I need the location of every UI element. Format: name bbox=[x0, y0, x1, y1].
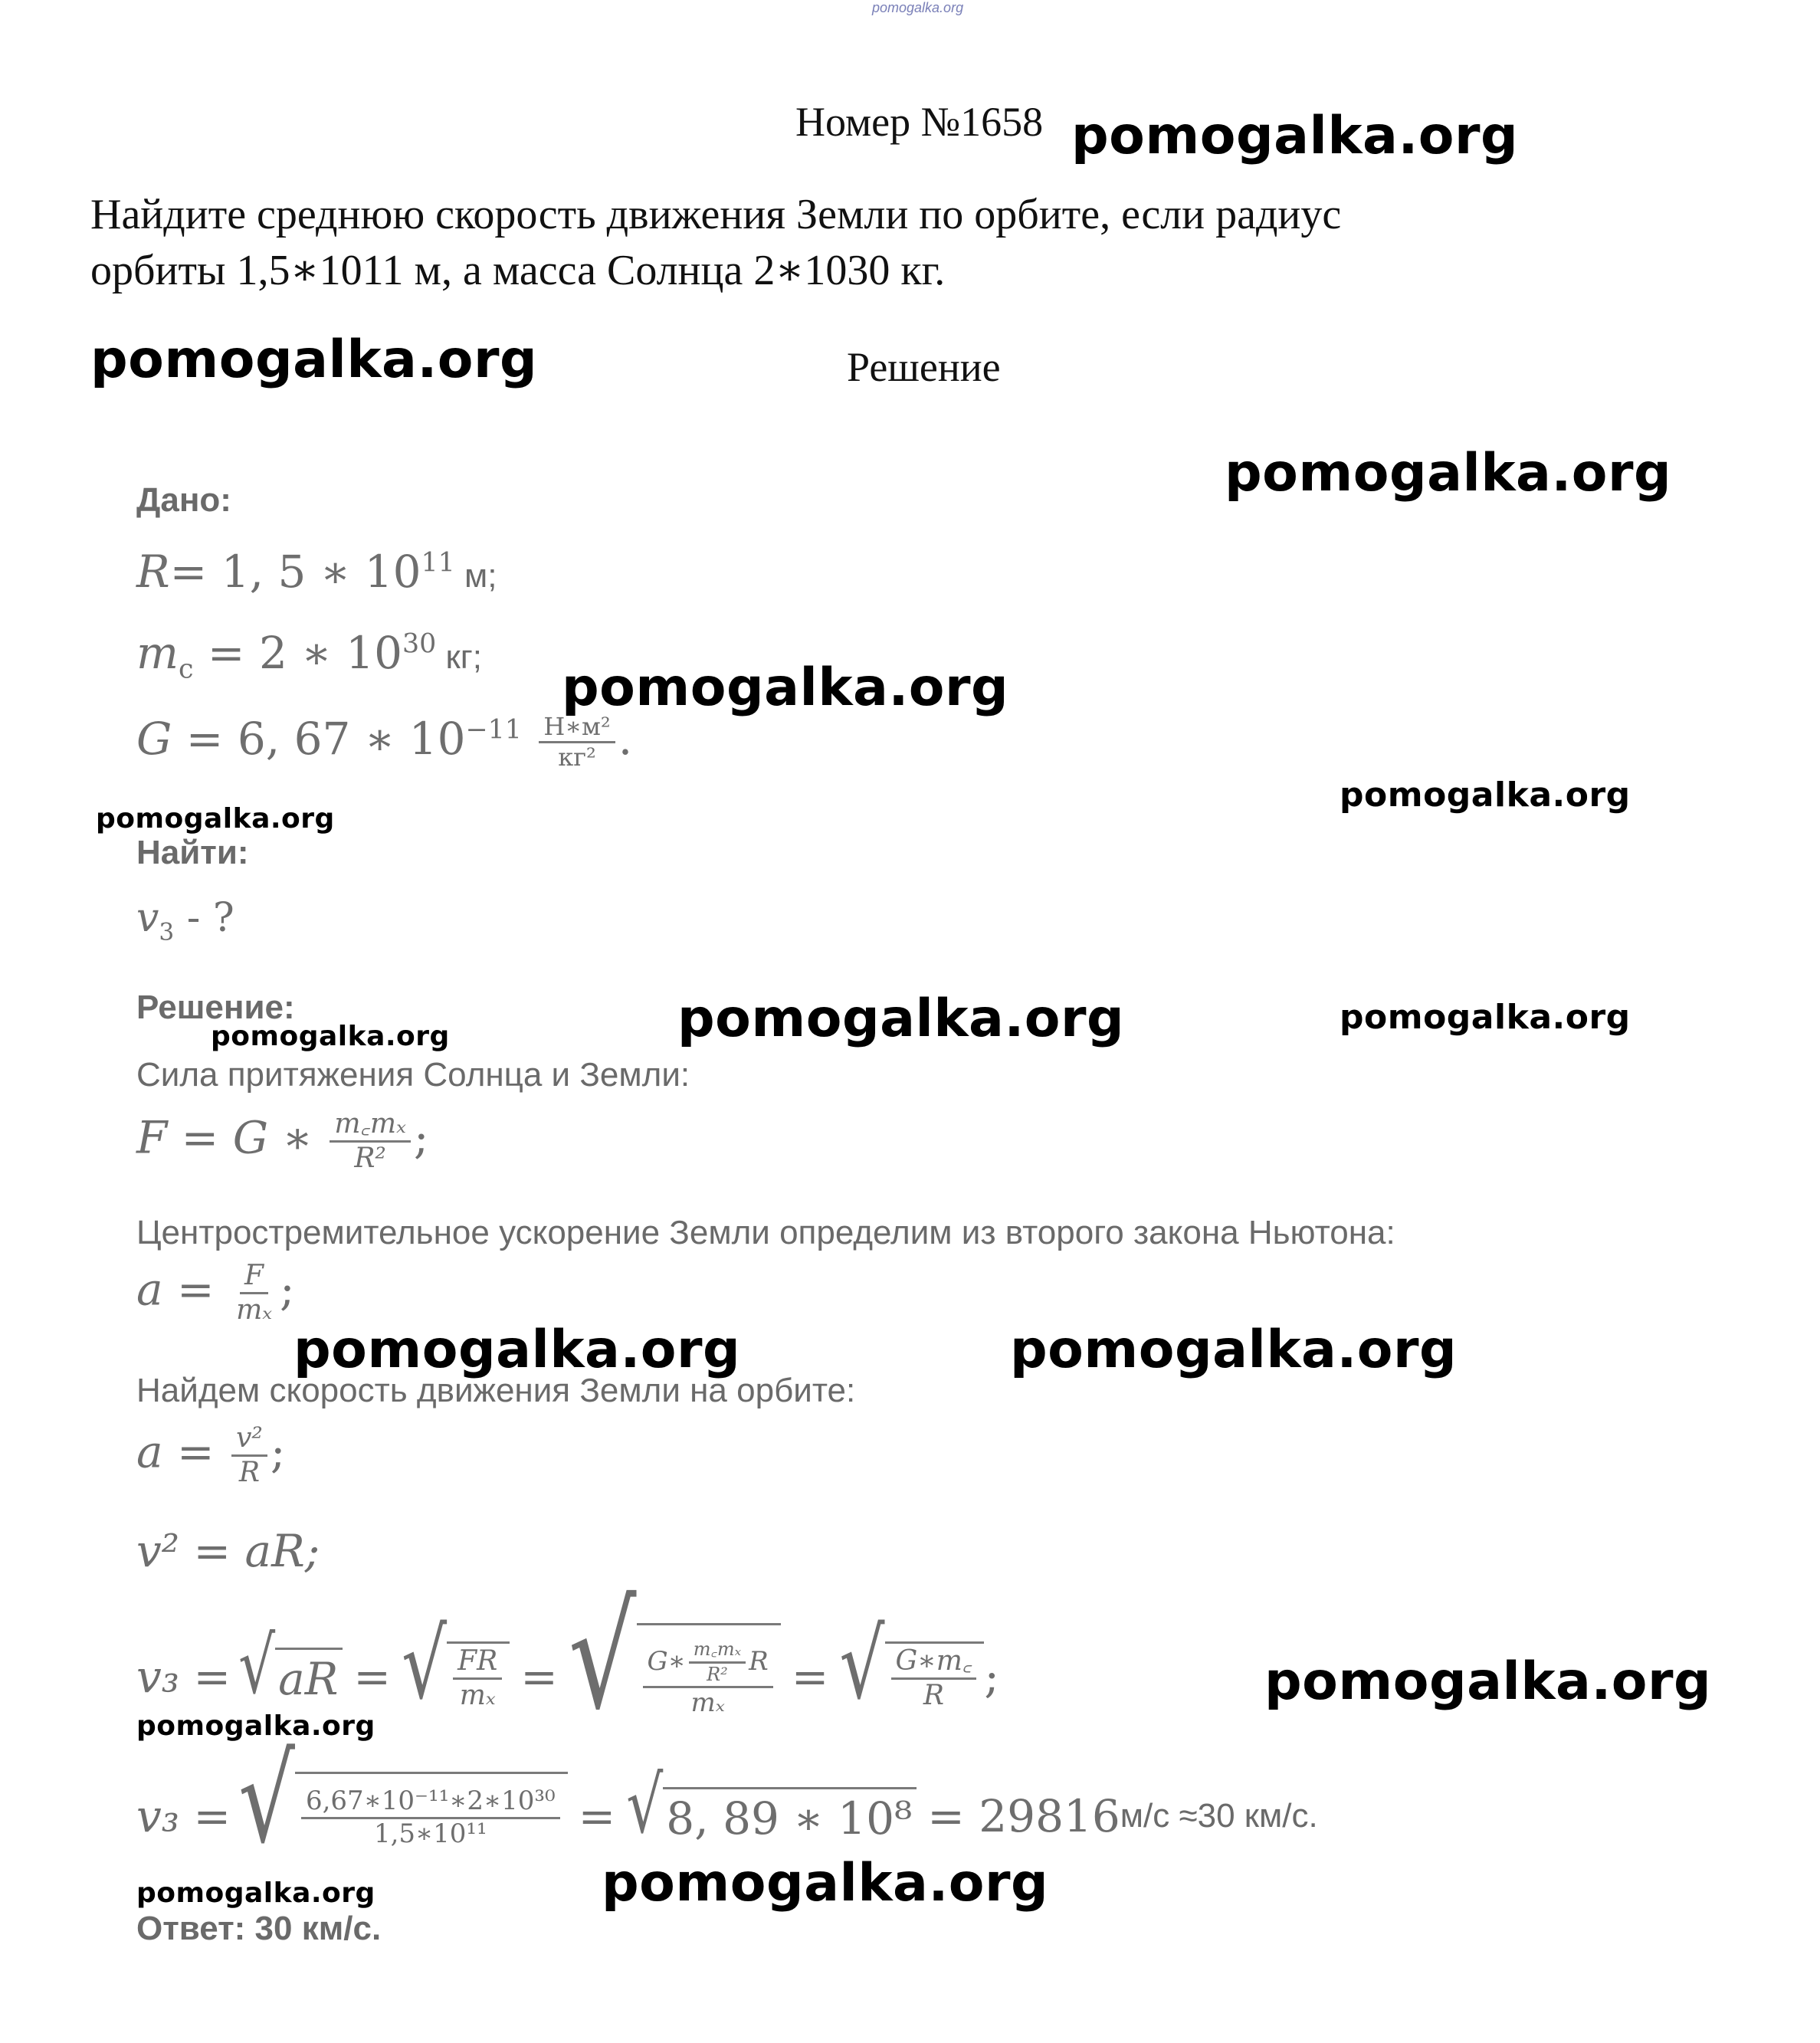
watermark-7: pomogalka.org bbox=[677, 989, 1125, 1049]
v3-lhs: v₃ = bbox=[136, 1651, 231, 1703]
find-label: Найти: bbox=[136, 834, 249, 871]
calc-unit: м/с ≈30 км/с. bbox=[1120, 1797, 1318, 1835]
sqrt-sign-icon: √ bbox=[238, 1730, 295, 1871]
mass-symbol: m bbox=[136, 627, 179, 679]
nested-fraction bbox=[643, 1640, 773, 1717]
nested-numerator bbox=[643, 1640, 773, 1687]
eq-3: = bbox=[791, 1651, 829, 1703]
sqrt-sign-icon: √ bbox=[401, 1608, 448, 1720]
sqrt-sign-icon: √ bbox=[238, 1620, 276, 1712]
calc-lhs: v₃ = bbox=[136, 1790, 231, 1842]
sqrt-sign-icon: √ bbox=[626, 1759, 664, 1851]
velocity-squared-formula bbox=[136, 1525, 320, 1577]
calc-denominator: 1,5∗10¹¹ bbox=[373, 1818, 487, 1849]
v3-end: ; bbox=[984, 1651, 999, 1703]
given-sun-mass bbox=[136, 627, 482, 685]
radius-symbol: R bbox=[136, 546, 170, 598]
gm-numerator: G∗m꜀ bbox=[891, 1647, 977, 1680]
sqrt-sign-icon: √ bbox=[568, 1573, 637, 1742]
problem-text-line-1: Найдите среднюю скорость движения Земли по орбите, если радиус bbox=[90, 191, 1342, 238]
inner-numerator: m꜀mₓ bbox=[689, 1640, 746, 1663]
watermark-10: pomogalka.org bbox=[293, 1320, 741, 1380]
fr-fraction bbox=[453, 1647, 502, 1710]
fr-numerator: FR bbox=[453, 1647, 502, 1680]
watermark-5: pomogalka.org bbox=[1340, 776, 1631, 815]
problem-text-line-2: орбиты 1,5∗1011 м, а масса Солнца 2∗1030 кг. bbox=[90, 247, 946, 294]
solution-text-2: Центростремительное ускорение Земли определим из второго закона Ньютона: bbox=[136, 1214, 1395, 1251]
eq-4: = bbox=[578, 1790, 616, 1842]
sqrt-sign-icon: √ bbox=[839, 1608, 885, 1720]
find-rest: - ? bbox=[174, 895, 234, 941]
watermark-12: pomogalka.org bbox=[1264, 1651, 1712, 1712]
solution-label: Решение: bbox=[136, 989, 295, 1026]
sqrt-ar-body: aR bbox=[278, 1652, 339, 1705]
g-exponent: −11 bbox=[465, 714, 522, 746]
fr-denominator: mₓ bbox=[459, 1679, 496, 1711]
acc2-denominator: R bbox=[238, 1456, 260, 1488]
acc2-lhs: a = bbox=[136, 1425, 215, 1478]
watermark-14: pomogalka.org bbox=[136, 1877, 375, 1909]
watermark-9: pomogalka.org bbox=[211, 1021, 450, 1052]
calc-fraction bbox=[301, 1788, 560, 1848]
given-label: Дано: bbox=[136, 481, 231, 519]
mass-subscript: c bbox=[179, 654, 194, 685]
watermark-8: pomogalka.org bbox=[1340, 998, 1631, 1037]
force-denominator: R² bbox=[354, 1142, 386, 1174]
g-unit-fraction bbox=[539, 711, 615, 772]
force-numerator: m꜀mₓ bbox=[330, 1110, 411, 1143]
acc1-fraction bbox=[231, 1261, 277, 1325]
solution-text-1: Сила притяжения Солнца и Земли: bbox=[136, 1056, 690, 1094]
acceleration-formula-1 bbox=[136, 1261, 295, 1325]
g-unit-numerator: Н∗м² bbox=[539, 714, 615, 744]
problem-number-title: Номер №1658 bbox=[795, 99, 1044, 145]
force-lhs: F = G ∗ bbox=[136, 1111, 313, 1164]
acc1-end: ; bbox=[279, 1263, 295, 1316]
radius-exponent: 11 bbox=[421, 547, 455, 579]
watermark-6: pomogalka.org bbox=[96, 803, 335, 835]
watermark-2: pomogalka.org bbox=[90, 330, 538, 390]
acc1-numerator: F bbox=[240, 1261, 268, 1294]
gm-denominator: R bbox=[923, 1679, 944, 1711]
force-end: ; bbox=[413, 1111, 429, 1164]
sqrt-nested bbox=[568, 1573, 781, 1742]
sqrt-ar bbox=[238, 1620, 343, 1712]
watermark-3: pomogalka.org bbox=[1225, 443, 1672, 503]
force-formula bbox=[136, 1110, 428, 1173]
section-title: Решение bbox=[847, 344, 1001, 390]
nested-denominator: mₓ bbox=[690, 1687, 725, 1718]
sqrt-fr bbox=[401, 1608, 510, 1720]
solution-text-3: Найдем скорость движения Земли на орбите: bbox=[136, 1372, 856, 1409]
g-end: . bbox=[618, 713, 633, 765]
find-variable: v bbox=[136, 895, 159, 941]
find-expression bbox=[136, 895, 234, 946]
nested-num-b: R bbox=[749, 1646, 769, 1677]
calc-result: = 29816 bbox=[927, 1790, 1120, 1842]
velocity-squared-text: v² = aR; bbox=[136, 1525, 320, 1577]
g-symbol: G bbox=[136, 713, 172, 765]
gm-fraction bbox=[891, 1647, 977, 1710]
acc1-denominator: mₓ bbox=[236, 1294, 272, 1326]
top-watermark: pomogalka.org bbox=[872, 0, 964, 15]
eq-2: = bbox=[520, 1651, 558, 1703]
acc1-lhs: a = bbox=[136, 1263, 215, 1316]
acc2-numerator: v² bbox=[231, 1424, 267, 1457]
mass-unit: кг; bbox=[436, 638, 483, 676]
given-radius bbox=[136, 546, 497, 598]
find-subscript: 3 bbox=[159, 918, 175, 946]
force-fraction bbox=[330, 1110, 411, 1173]
eq-1: = bbox=[353, 1651, 391, 1703]
mass-value: = 2 ∗ 10 bbox=[193, 627, 402, 679]
g-value: = 6, 67 ∗ 10 bbox=[172, 713, 466, 765]
watermark-13: pomogalka.org bbox=[136, 1710, 375, 1742]
acc2-end: ; bbox=[270, 1425, 286, 1478]
answer: Ответ: 30 км/с. bbox=[136, 1910, 382, 1947]
watermark-11: pomogalka.org bbox=[1010, 1320, 1458, 1380]
sqrt-calc bbox=[238, 1730, 568, 1871]
watermark-4: pomogalka.org bbox=[562, 657, 1009, 718]
watermark-1: pomogalka.org bbox=[1071, 106, 1519, 166]
acceleration-formula-2 bbox=[136, 1424, 285, 1487]
watermark-15: pomogalka.org bbox=[602, 1853, 1049, 1913]
calc-numerator: 6,67∗10⁻¹¹∗2∗10³⁰ bbox=[301, 1788, 560, 1819]
sqrt-gm bbox=[839, 1608, 984, 1720]
inner-denominator: R² bbox=[707, 1663, 728, 1685]
g-unit-denominator: кг² bbox=[558, 743, 596, 772]
given-gravitational-constant bbox=[136, 713, 632, 771]
acc2-fraction bbox=[231, 1424, 267, 1487]
mass-exponent: 30 bbox=[402, 628, 437, 660]
radius-unit: м; bbox=[454, 557, 497, 595]
calc-mid: 8, 89 ∗ 10⁸ bbox=[666, 1792, 913, 1845]
inner-fraction bbox=[689, 1640, 746, 1684]
nested-num-a: G∗ bbox=[647, 1646, 686, 1677]
radius-value: = 1, 5 ∗ 10 bbox=[169, 546, 421, 598]
sqrt-mid bbox=[626, 1759, 917, 1851]
